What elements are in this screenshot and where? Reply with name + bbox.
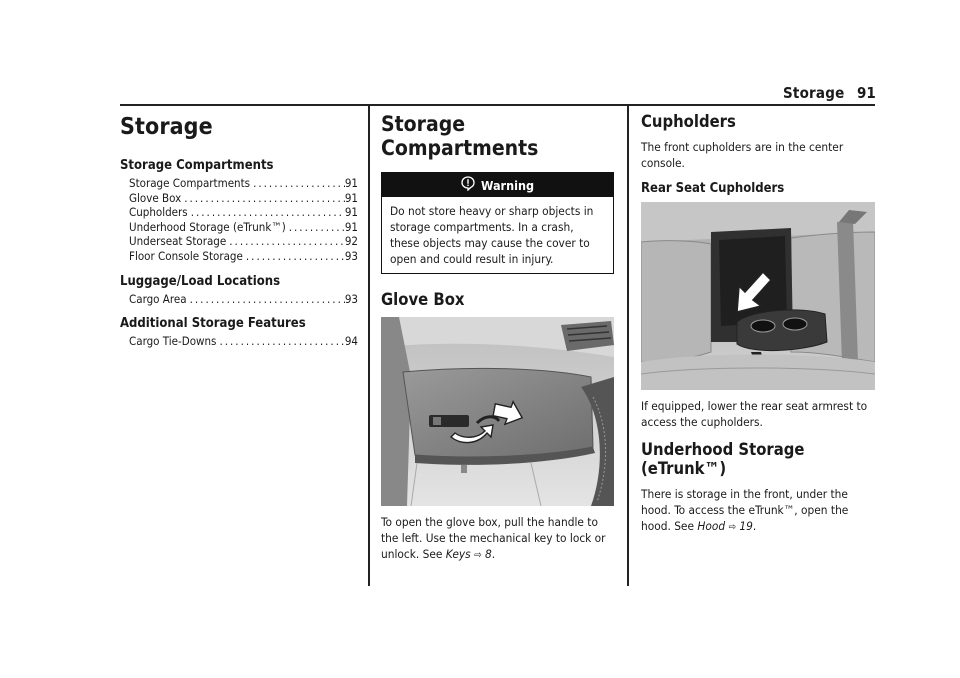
- toc-link-cargo-area[interactable]: Cargo Area ..... 93: [120, 292, 358, 307]
- page-number: 91: [857, 84, 876, 102]
- column-2: [381, 106, 614, 572]
- section-heading-underhood-storage: Underhood Storage (eTrunk™): [641, 440, 805, 478]
- rear-cupholders-text: If equipped, lower the rear seat armrest to access the cupholders.: [641, 399, 868, 429]
- warning-box: [381, 172, 614, 274]
- chapter-toc: [120, 106, 358, 359]
- glove-box-text: To open the glove box, pull the handle to the left. Use the mechanical key to lock or unlock. See Keys ⇨ 8.: [381, 515, 606, 561]
- toc-group-additional: [120, 316, 358, 349]
- toc-section-heading: Additional Storage Features: [120, 316, 306, 332]
- column-divider-2: [627, 106, 629, 586]
- running-header-section: Storage: [783, 84, 845, 102]
- xref-keys[interactable]: Keys ⇨ 8: [445, 547, 492, 561]
- chapter-title: Storage: [120, 114, 213, 140]
- toc-group-storage-compartments: [120, 158, 358, 264]
- toc-link-floor-console-storage[interactable]: Floor Console Storage ..... 93: [120, 249, 358, 264]
- underhood-text: There is storage in the front, under the hood. To access the eTrunk™, open the hood. See Hood ⇨ 19.: [641, 487, 849, 533]
- warning-header: [382, 173, 613, 197]
- toc-section-heading: Storage Compartments: [120, 158, 274, 173]
- subheading-rear-seat-cupholders: Rear Seat Cupholders: [641, 181, 785, 196]
- toc-link-cupholders[interactable]: Cupholders ..... 91: [120, 205, 358, 220]
- section-heading-glove-box: Glove Box: [381, 290, 465, 309]
- toc-link-storage-compartments[interactable]: Storage Compartments ..... 91: [120, 176, 358, 191]
- section-heading-cupholders: Cupholders: [641, 112, 736, 131]
- warning-icon: [461, 176, 475, 194]
- column-divider-1: [368, 106, 370, 586]
- section-heading-storage-compartments: Storage Compartments: [381, 112, 539, 160]
- rear-seat-cupholders-illustration: [641, 202, 875, 390]
- toc-link-underseat-storage[interactable]: Underseat Storage ..... 92: [120, 234, 358, 249]
- xref-hood[interactable]: Hood ⇨ 19: [697, 519, 753, 533]
- toc-link-underhood-storage[interactable]: Underhood Storage (eTrunk™) ..... 91: [120, 220, 358, 235]
- warning-text: Do not store heavy or sharp objects in storage compartments. In a crash, these objects may cause the cover to open and could result in injury.: [390, 204, 594, 266]
- column-3: [641, 106, 875, 544]
- warning-title: Warning: [480, 177, 534, 193]
- page-ref-arrow-icon: ⇨: [728, 522, 737, 533]
- toc-link-glove-box[interactable]: Glove Box ..... 91: [120, 191, 358, 206]
- toc-group-luggage: [120, 274, 358, 307]
- glove-box-illustration: [381, 317, 614, 506]
- toc-section-heading: Luggage/Load Locations: [120, 273, 281, 289]
- cupholders-text: The front cupholders are in the center console.: [641, 140, 844, 170]
- page-ref-arrow-icon: ⇨: [474, 550, 482, 561]
- toc-link-cargo-tie-downs[interactable]: Cargo Tie-Downs ..... 94: [120, 334, 358, 349]
